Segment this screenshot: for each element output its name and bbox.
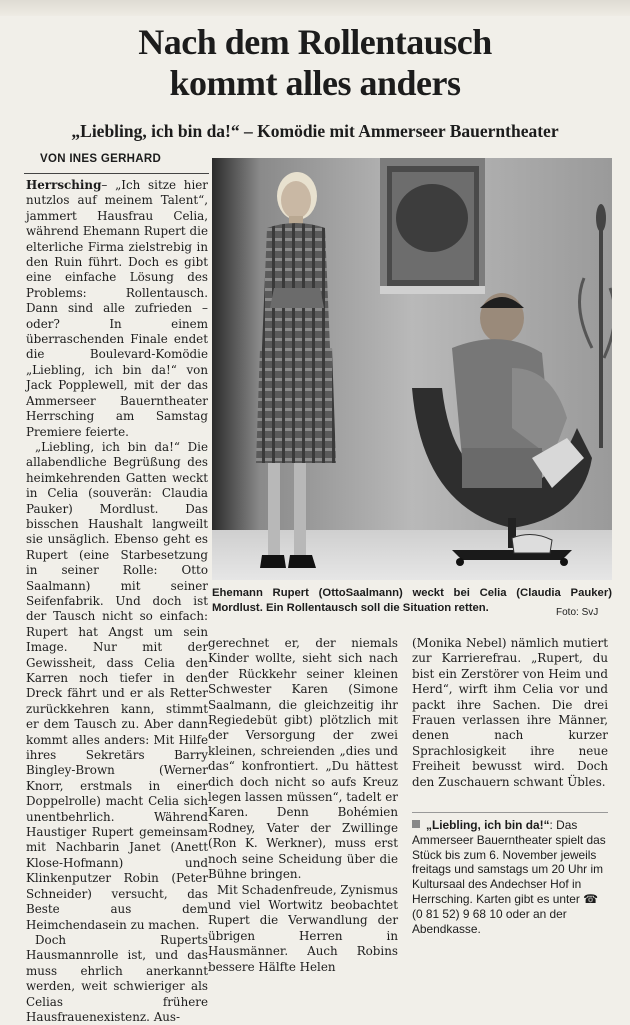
infobox-text: : Das Ammerseer Bauerntheater spielt das Stück bis zum 6. November jeweils freitags und samstags um 20 Uhr im Kultursaal des Andechser Hof in Herrsching. Karten gibt es unter ☎ (0 81 52) 9 68 10 oder an der Abendkasse. — [412, 818, 606, 936]
paragraph-text: – „Ich sitze hier nutzlos auf meinem Talent“, jammert Hausfrau Celia, während Ehemann Rupert die elterliche Firma zielstrebig in den Ruin führt. Doch es gibt eine einfache Lösung des Problems: Rollentausch. Dann sind alle zufrieden – oder? In einem überraschenden Finale endet die Boulevard-Komödie „Liebling, ich bin da!“ von Jack Popplewell, mit der das Ammerseer Bauerntheater Herrsching am Samstag Premiere feierte. — [26, 178, 208, 439]
article-paragraph: (Monika Nebel) nämlich mutiert zur Karrierefrau. „Rupert, du bist ein Zerstörer von Heim und Herd“, wirft ihm Celia vor und packt ihre Sachen. Die drei Frauen verlassen ihre Männer, denen nach kurzer Sprachlosigkeit ihre neue Freiheit bewusst wird. Doch den Zuschauern schwant Übles. — [412, 636, 608, 789]
infobox-separator — [412, 812, 608, 813]
theatre-photo — [212, 158, 612, 580]
article-column-2 — [208, 636, 398, 975]
bullet-marker-icon — [412, 820, 420, 828]
article-paragraph: Mit Schadenfreude, Zynismus und viel Wortwitz beobachtet Rupert die Verwandlung der übrigen Herren in Hausmänner. Auch Robins bessere Hälfte Helen — [208, 882, 398, 974]
top-edge-strip — [0, 0, 630, 16]
headline-line-1: Nach dem Rollentausch — [138, 22, 492, 62]
stage-scene-illustration — [212, 158, 612, 580]
article-paragraph — [26, 178, 208, 440]
headline — [30, 22, 600, 104]
photo-credit: Foto: SvJ — [556, 607, 599, 618]
article-column-1 — [26, 178, 208, 1025]
byline-rule — [24, 173, 209, 174]
photo-caption: Ehemann Rupert (OttoSaalmann) weckt bei Celia (Claudia Pauker) Mordlust. Ein Rollentausch soll die Situation retten. — [212, 587, 612, 614]
infobox-title: „Liebling, ich bin da!“ — [426, 818, 550, 832]
author-byline: VON INES GERHARD — [40, 153, 162, 165]
dateline: Herrsching — [26, 178, 102, 192]
article-paragraph: Doch Ruperts Hausmannrolle ist, und das muss ehrlich anerkannt werden, weit schwieriger als Celias frühere Hausfrauenexistenz. Aus- — [26, 932, 208, 1024]
subheadline: „Liebling, ich bin da!“ – Komödie mit Ammerseer Bauerntheater — [71, 121, 559, 141]
article-column-3 — [412, 636, 608, 790]
headline-line-2: kommt alles anders — [169, 63, 461, 103]
article-paragraph: gerechnet er, der niemals Kinder wollte, sieht sich nach der Rückkehr seiner kleinen Schwester Karen (Simone Saalmann, die gleichzeitig ihr Regiedebüt gibt) plötzlich mit der Versorgung der zwei kleinen, schreienden „dies und das“ konfrontiert. „Du hättest dich doch nicht so aufs Kreuz legen lassen müssen“, tadelt er Karen. Denn Bohémien Rodney, Vater der Zwillinge (Ron K. Werkner), muss erst noch seine Scheidung über die Bühne bringen. — [208, 636, 398, 882]
event-infobox — [412, 818, 608, 936]
article-paragraph: „Liebling, ich bin da!“ Die allabendliche Begrüßung des heimkehrenden Gatten weckt in Celia (souverän: Claudia Pauker) Mordlust. Das bisschen Haushalt langweilt sie unsäglich. Ebenso geht es Rupert (eine Starbesetzung in seiner Rolle: Otto Saalmann) mit seiner Seifenfabrik. Und doch ist der Tausch nicht so einfach: Rupert hat Angst um sein Image. Nur mit der Gewissheit, dass Celia den Karren noch tiefer in den Dreck fährt und er als Retter zurückkehren kann, stimmt er dem Tausch zu. Aber dann kommt alles anders: Mit Hilfe ihres Sekretärs Barry Bingley-Brown (Werner Knorr, erstmals in einer Doppelrolle) macht Celia sich unentbehrlich. Während Haustiger Rupert gemeinsam mit Nachbarin Janet (Anett Klose-Hofmann) und Klinkenputzer Robin (Peter Schneider) versucht, das Beste aus dem Heimchendasein zu machen. — [26, 439, 208, 932]
